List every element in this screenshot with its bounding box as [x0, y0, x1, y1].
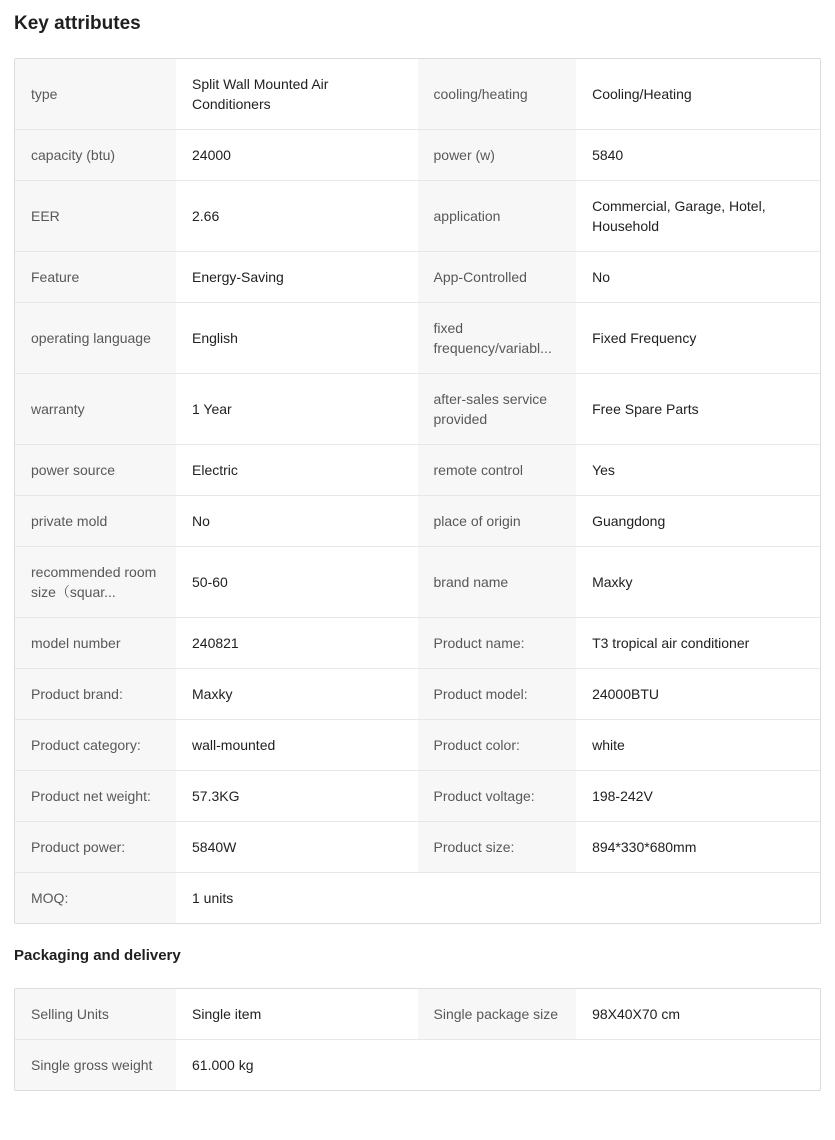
attribute-value: Split Wall Mounted Air Conditioners: [192, 76, 329, 112]
attribute-label: Product model:: [418, 669, 577, 720]
attribute-value: [576, 1040, 820, 1091]
attribute-label: App-Controlled: [418, 252, 577, 303]
attribute-value: Yes: [576, 445, 820, 496]
attribute-value: 57.3KG: [176, 771, 418, 822]
attribute-label: Product category:: [15, 720, 176, 771]
attribute-label: model number: [15, 618, 176, 669]
attribute-label: private mold: [15, 496, 176, 547]
table-row: [15, 669, 820, 720]
table-row: [15, 59, 820, 130]
attribute-label: Product net weight:: [15, 771, 176, 822]
attribute-label: Product size:: [418, 822, 577, 873]
table-row: [15, 822, 820, 873]
attribute-value: 1 Year: [176, 374, 418, 445]
attribute-value: wall-mounted: [176, 720, 418, 771]
attribute-label: remote control: [418, 445, 577, 496]
table-row: [15, 445, 820, 496]
attribute-label: power (w): [418, 130, 577, 181]
attribute-value: Electric: [176, 445, 418, 496]
attribute-label: Single gross weight: [15, 1040, 176, 1091]
packaging-table: [15, 989, 820, 1090]
attribute-label: Single package size: [418, 989, 577, 1040]
table-row: [15, 873, 820, 924]
attribute-value: 24000BTU: [576, 669, 820, 720]
attribute-label: place of origin: [418, 496, 577, 547]
attribute-value: Commercial, Garage, Hotel, Household: [576, 181, 820, 252]
attribute-value: 198-242V: [576, 771, 820, 822]
table-row: [15, 618, 820, 669]
attribute-value: Single item: [192, 1006, 262, 1022]
attribute-label: Product brand:: [15, 669, 176, 720]
attribute-value: 240821: [176, 618, 418, 669]
attribute-label: MOQ:: [15, 873, 176, 924]
attribute-value: 50-60: [176, 547, 418, 618]
table-row: [15, 1040, 820, 1091]
attribute-label: recommended room size（squar...: [15, 547, 176, 618]
attribute-value: 61.000 kg: [176, 1040, 418, 1091]
table-row: [15, 720, 820, 771]
attribute-label: after-sales service provided: [418, 374, 577, 445]
attribute-label: Selling Units: [15, 989, 176, 1040]
attribute-value: Guangdong: [576, 496, 820, 547]
table-row: [15, 130, 820, 181]
table-row: [15, 181, 820, 252]
attribute-value: No: [176, 496, 418, 547]
attribute-value: Cooling/Heating: [592, 86, 692, 102]
attribute-label: application: [418, 181, 577, 252]
table-row: [15, 496, 820, 547]
attribute-label: [418, 873, 577, 924]
attribute-label: operating language: [15, 303, 176, 374]
attribute-value: 98X40X70 cm: [592, 1006, 681, 1022]
attribute-value: T3 tropical air conditioner: [576, 618, 820, 669]
attribute-label: brand name: [418, 547, 577, 618]
attribute-value: 5840W: [176, 822, 418, 873]
attribute-label: cooling/heating: [418, 59, 577, 130]
table-row: [15, 771, 820, 822]
attribute-label: Product voltage:: [418, 771, 577, 822]
attribute-label: type: [15, 59, 176, 130]
attribute-value: 2.66: [176, 181, 418, 252]
attribute-label: Product power:: [15, 822, 176, 873]
packaging-delivery-title: Packaging and delivery: [14, 947, 181, 964]
attribute-value: [576, 873, 820, 924]
table-row: [15, 547, 820, 618]
attribute-value: Energy-Saving: [176, 252, 418, 303]
table-row: [15, 374, 820, 445]
attribute-label: fixed frequency/variabl...: [418, 303, 577, 374]
table-row: [15, 252, 820, 303]
key-attributes-title: Key attributes: [14, 13, 141, 34]
attribute-label: [418, 1040, 577, 1091]
attribute-value: English: [176, 303, 418, 374]
attribute-label: warranty: [15, 374, 176, 445]
attribute-value: Maxky: [576, 547, 820, 618]
attribute-value: white: [576, 720, 820, 771]
attribute-label: Product name:: [418, 618, 577, 669]
attribute-label: power source: [15, 445, 176, 496]
attribute-value: Maxky: [176, 669, 418, 720]
attribute-label: Feature: [15, 252, 176, 303]
key-attributes-table: [15, 59, 820, 923]
attribute-value: 1 units: [176, 873, 418, 924]
attribute-value: 24000: [176, 130, 418, 181]
key-attributes-table-container: [14, 58, 821, 924]
attribute-value: No: [576, 252, 820, 303]
attribute-value: 894*330*680mm: [576, 822, 820, 873]
table-row: [15, 989, 820, 1040]
packaging-table-container: [14, 988, 821, 1091]
table-row: [15, 303, 820, 374]
attribute-value: 5840: [576, 130, 820, 181]
attribute-value: Fixed Frequency: [576, 303, 820, 374]
packaging-delivery-section: [14, 924, 821, 1091]
attribute-label: EER: [15, 181, 176, 252]
key-attributes-section: [14, 0, 821, 924]
attribute-label: Product color:: [418, 720, 577, 771]
attribute-label: capacity (btu): [15, 130, 176, 181]
attribute-value: Free Spare Parts: [576, 374, 820, 445]
